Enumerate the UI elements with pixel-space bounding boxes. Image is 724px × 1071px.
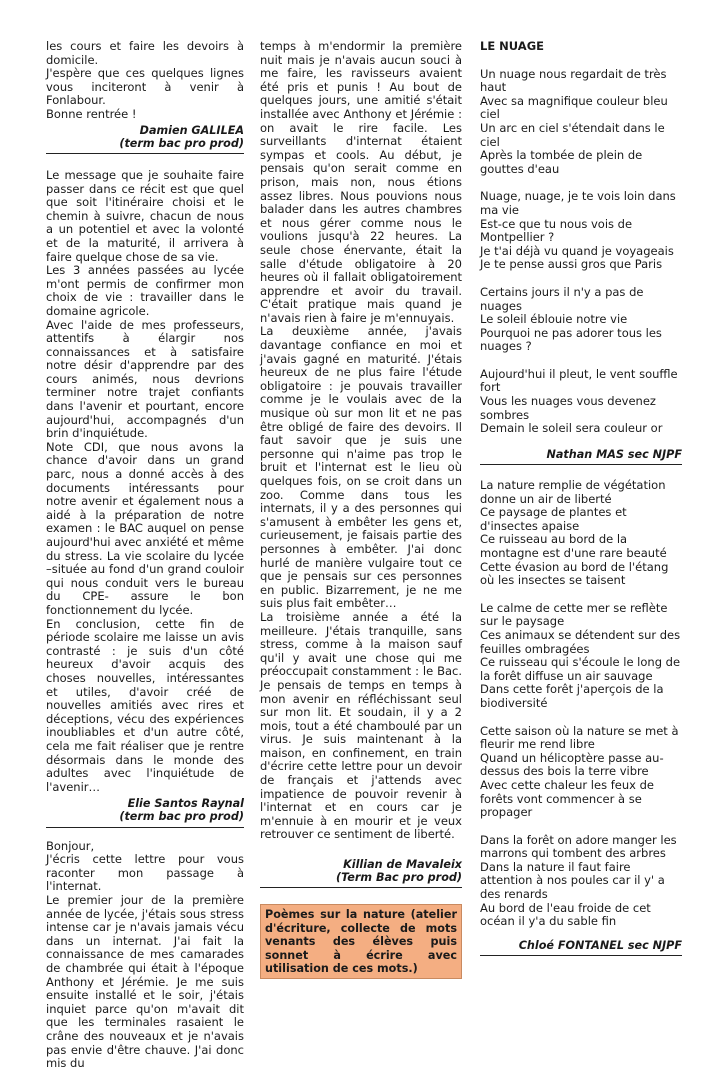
poem-stanza: [480, 602, 682, 711]
signature-name: Elie Santos Raynal: [127, 797, 244, 811]
signature-elie: [46, 797, 244, 823]
poem-line: Après la tombée de plein de gouttes d'eau: [480, 148, 643, 176]
poem-line: Est-ce que tu nous vois de Montpellier ?: [480, 216, 633, 245]
poem-title: LE NUAGE: [480, 39, 544, 53]
poem-line: Certains jours il n'y a pas de nuages: [480, 284, 644, 313]
poem-line: Cette évasion au bord de l'étang où les insectes se taisent: [480, 559, 669, 588]
column-middle: [260, 40, 462, 979]
poem-line: Dans cette forêt j'aperçois de la biodiversité: [480, 682, 664, 710]
divider: [260, 887, 462, 888]
letter2-body: Le message que je souhaite faire passer dans ce récit est que quel que soit l'itinéraire choisi et le chemin à suivre, chacun de nous a un potentiel et avec la volonté et de la maturité, il arrivera à faire quelque chose de sa vie. Les 3 années passées au lycée m'ont permis de confirmer mon choix de vie : travailler dans le domaine agricole. Avec l'aide de mes professeurs, attentifs à élargir nos connaissances et à satisfaire notre désir d'apprendre par des cours animés, nous devrions terminer notre trajet confiants dans l'avenir et pourtant, encore aujourd'hui, accompagnés d'un brin d'inquiétude. Note CDI, que nous avons la chance d'avoir dans un grand parc, nous a donné accès à des documents intéressants pour notre avenir et également nous a aidé à la préparation de notre examen : le BAC auquel on pense aujourd'hui avec anxiété et même du stress. La vie scolaire du lycée –située au fond d'un grand couloir qui nous conduit vers le bureau du CPE- assure le bon fonctionnement du lycée. En conclusion, cette fin de période scolaire me laisse un avis contrasté : je suis d'un côté heureux d'avoir acquis des choses nouvelles, intéressantes et utiles, d'avoir créé de nouvelles amitiés avec rires et déceptions, vécu des expériences inoubliables et d'un autre côté, cela me fait réaliser que je rentre désormais dans le monde des adultes avec l'inquiétude de l'avenir…: [46, 167, 244, 794]
poem-stanza: [480, 479, 682, 588]
poem-line: Le calme de cette mer se reflète sur le paysage: [480, 600, 668, 629]
poem-stanza: [480, 286, 682, 354]
signature-name: Killian de Mavaleix: [343, 858, 462, 872]
letter3-continued: temps à m'endormir la première nuit mais je n'avais aucun souci à me faire, les ravisseurs avaient été pris et punis ! Au bout de quelques jours, une amitié s'était installée avec Anthony et Jérémie : on avait le rire facile. Les surveillants d'internat étaient sympas et cools. Au début, je pensais qu'on serait comme en prison, mais non, nous étions assez libres. Nous pouvions nous balader dans les autres chambres et nous gérer comme nous le voulions jusqu'à 22 heures. La seule chose énervante, était la salle d'étude obligatoire à 20 heures où il fallait obligatoirement apprendre et avoir du travail. C'était pratique mais quand je n'avais rien à faire je m'ennuyais. La deuxième année, j'avais davantage confiance en moi et j'avais gagné en maturité. J'étais heureux de ne plus faire l'étude obligatoire : je pouvais travailler comme je le voulais avec de la musique où sur mon lit et ne pas être obligé de faire des devoirs. Il faut savoir que je suis une personne qui n'aime pas trop le bruit et l'internat est le lieu où quelques fois, on se croit dans un zoo. Comme dans tous les internats, il y a des personnes qui s'amusent à embêter les gens et, curieusement, je faisais partie des personnes à embêter. J'ai donc hurlé de manière vulgaire tout ce que je pensais sur ces personnes en public. Bizarrement, je ne me suis plus fait embêter… La troisième année a été la meilleure. J'étais tranquille, sans stress, comme à la maison sauf qu'il y avait une chose qui me préoccupait constamment : le Bac. Je pensais de temps en temps à mon avenir en réfléchissant seul sur mon lit. Et soudain, il y a 2 mois, tout a été chamboulé par un virus. Je suis maintenant à la maison, en confinement, en train d'écrire cette lettre pour un devoir de français et j'attends avec impatience de pouvoir revenir à l'internat et en cours car je m'ennuie à en mourir et je veux retrouver ce sentiment de liberté.: [260, 39, 462, 842]
signature-killian: [260, 858, 462, 884]
signature-class: (term bac pro prod): [119, 810, 244, 824]
signature-damien: [46, 124, 244, 150]
poem-line: Quand un hélicoptère passe au-dessus des bois la terre vibre: [480, 750, 664, 779]
poems-intro-box: Poèmes sur la nature (atelier d'écriture, collecte de mots venants des élèves puis sonnet à écrire avec utilisation de ces mots.): [260, 904, 462, 979]
poem-line: Ce ruisseau qui s'écoule le long de la forêt diffuse un air sauvage: [480, 655, 681, 683]
poem-line: Un arc en ciel s'étendait dans le ciel: [480, 120, 665, 149]
signature-class: (Term Bac pro prod): [336, 871, 462, 885]
poem-line: Ce paysage de plantes et d'insectes apaise: [480, 505, 627, 533]
poem-le-nuage: [480, 68, 682, 436]
poem-line: Je t'ai déjà vu quand je voyageais: [480, 243, 674, 258]
signature-name: Damien GALILEA: [139, 123, 244, 137]
poem-line: Un nuage nous regardait de très haut: [480, 66, 667, 95]
column-right: [480, 40, 682, 956]
poem-line: Je te pense aussi gros que Paris: [480, 257, 663, 272]
poem-stanza: [480, 368, 682, 436]
poem-line: Le soleil éblouie notre vie: [480, 312, 628, 327]
poem-line: Cette saison où la nature se met à fleurir me rend libre: [480, 723, 679, 752]
poem-line: Ces animaux se détendent sur des feuilles ombragées: [480, 627, 681, 656]
signature-class: (term bac pro prod): [119, 136, 244, 150]
poem-stanza: [480, 68, 682, 177]
poem-line: La nature remplie de végétation donne un air de liberté: [480, 478, 666, 506]
poem-line: Demain le soleil sera couleur or: [480, 421, 663, 436]
poem-line: Avec sa magnifique couleur bleu ciel: [480, 93, 668, 122]
poem-line: Aujourd'hui il pleut, le vent souffle fort: [480, 366, 678, 395]
letter1-ending: les cours et faire les devoirs à domicile. J'espère que ces quelques lignes vous inciteront à venir à Fonlabour. Bonne rentrée !: [46, 39, 244, 121]
poem-line: Dans la nature il faut faire attention à nos poules car il y' a des renards: [480, 859, 665, 902]
poem-stanza: [480, 725, 682, 820]
divider: [46, 827, 244, 828]
poem-stanza: [480, 190, 682, 272]
poem-line: Nuage, nuage, je te vois loin dans ma vie: [480, 189, 676, 217]
signature-chloe: Chloé FONTANEL sec NJPF: [518, 938, 682, 952]
poem-line: Au bord de l'eau froide de cet océan il y'a du sable fin: [480, 900, 651, 929]
poem-line: Pourquoi ne pas adorer tous les nuages ?: [480, 325, 662, 354]
divider: [480, 464, 682, 465]
poem-line: Ce ruisseau au bord de la montagne est d'une rare beauté: [480, 532, 667, 561]
column-left: [46, 40, 244, 1071]
divider: [46, 153, 244, 154]
poem-nature: [480, 479, 682, 929]
poem-line: Dans la forêt on adore manger les marrons qui tombent des arbres: [480, 832, 677, 861]
letter3-body: Bonjour, J'écris cette lettre pour vous raconter mon passage à l'internat. Le premier jour de la première année de lycée, j'étais sous stress intense car je n'avais jamais vécu dans un internat. J'ai fait la connaissance de mes camarades de chambrée qui était à l'époque Anthony et Jérémie. Je me suis ensuite installé et le soir, j'étais inquiet parce qu'on m'avait dit que les terminales rasaient le crâne des nouveaux et je n'avais pas envie d'être chauve. J'ai donc mis du: [46, 838, 244, 1071]
poem-stanza: [480, 834, 682, 929]
signature-nathan: Nathan MAS sec NJPF: [546, 447, 682, 461]
divider: [480, 955, 682, 956]
poem-line: Avec cette chaleur les feux de forêts vont commencer à se propager: [480, 777, 654, 820]
poem-line: Vous les nuages vous devenez sombres: [480, 394, 656, 422]
